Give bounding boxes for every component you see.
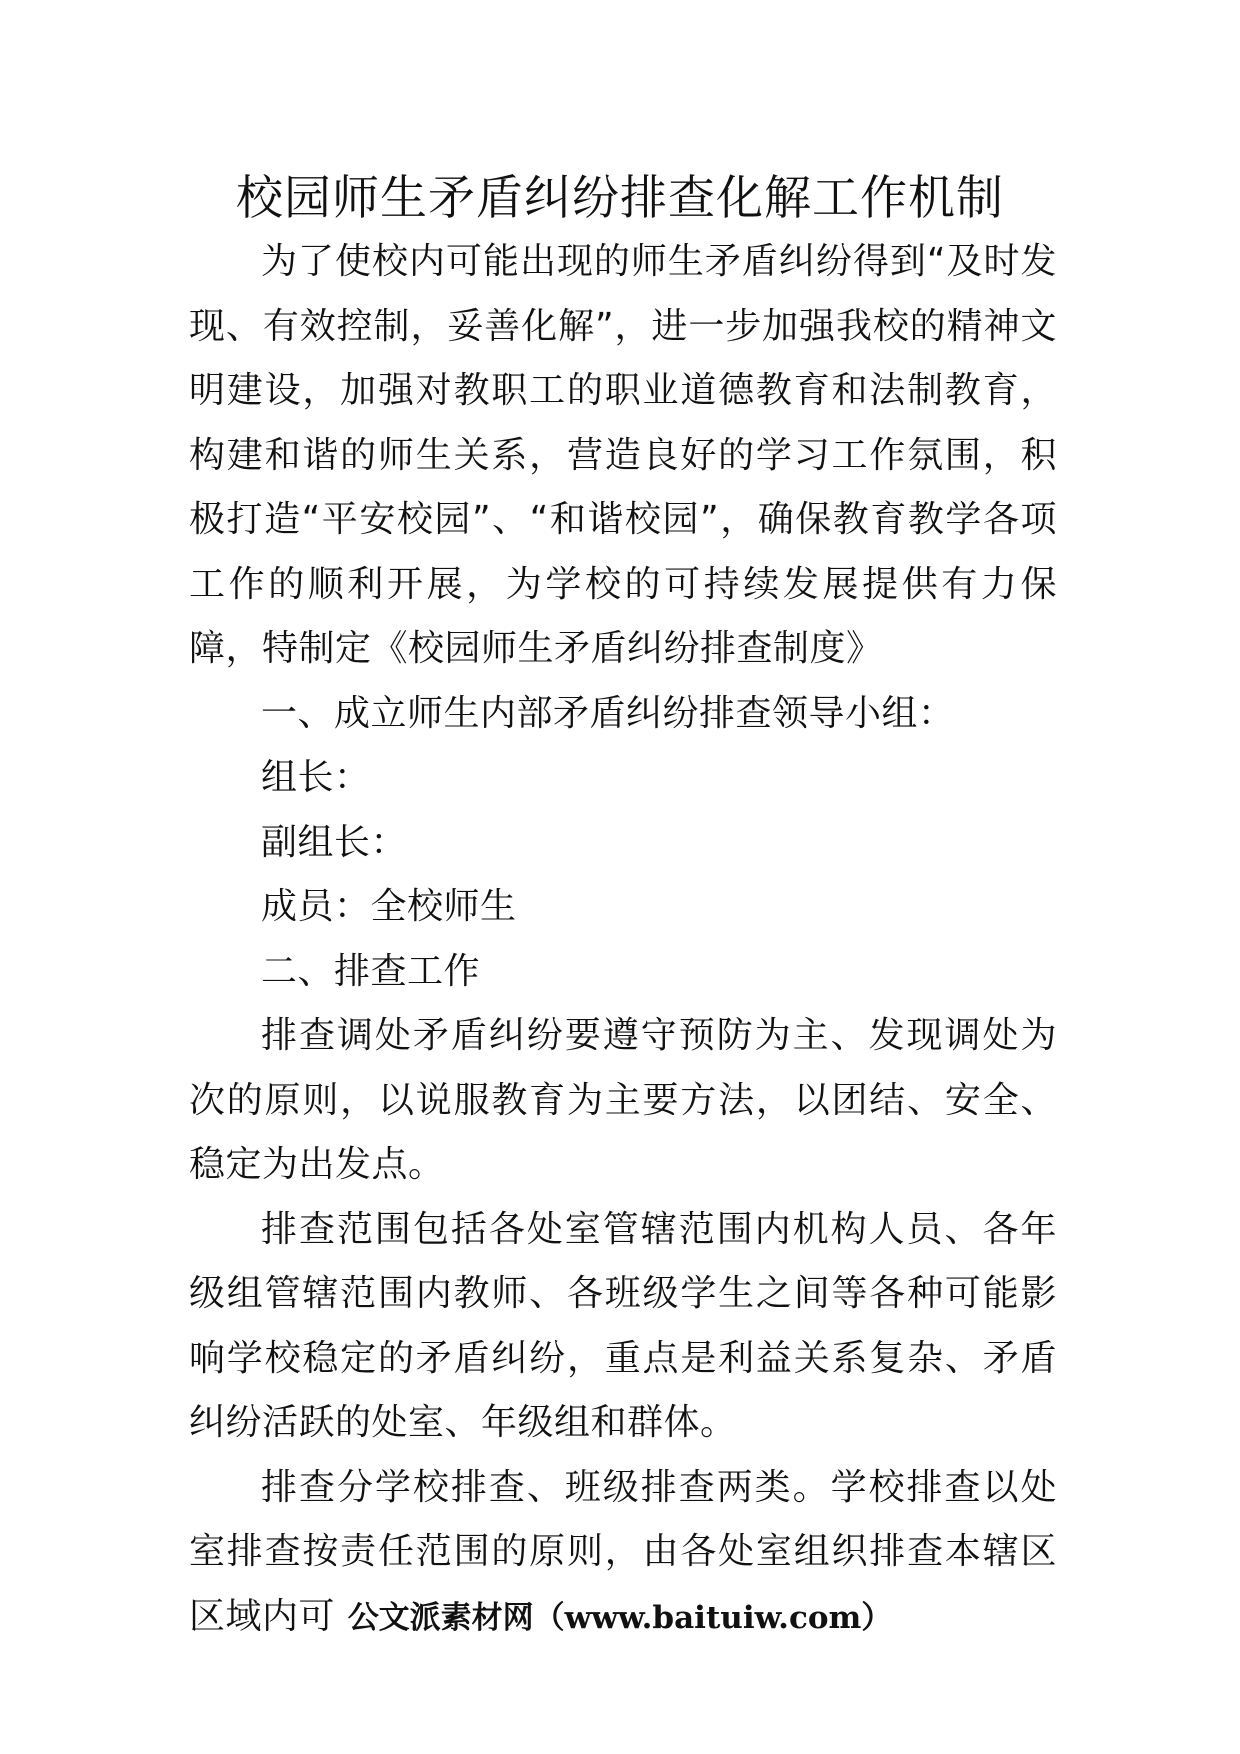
section-heading-leadership-group: 一、成立师生内部矛盾纠纷排查领导小组： bbox=[261, 692, 955, 734]
document-title: 校园师生矛盾纠纷排查化解工作机制 bbox=[236, 171, 1004, 226]
deputy-leader-line: 副组长： bbox=[261, 821, 408, 863]
footer-watermark: 公文派素材网（www.baituiw.com） bbox=[347, 1600, 893, 1636]
intro-paragraph: 为了使校内可能出现的师生矛盾纠纷得到“及时发现、有效控制，妥善化解”，进一步加强我校的精神文明建设，加强对教职工的职业道德教育和法制教育，构建和谐的师生关系，营造良好的学习工作氛围，积极打造“平安校园”、“和谐校园”，确保教育教学各项工作的顺利开展，为学校的可持续发展提供有力保障，特制定《校园师生矛盾纠纷排查制度》 bbox=[189, 241, 1057, 669]
members-line: 成员：全校师生 bbox=[261, 886, 517, 927]
scope-paragraph: 排查范围包括各处室管辖范围内机构人员、各年级组管辖范围内教师、各班级学生之间等各种可能影响学校稳定的矛盾纠纷，重点是利益关系复杂、矛盾纠纷活跃的处室、年级组和群体。 bbox=[189, 1208, 1057, 1443]
group-leader-line: 组长： bbox=[261, 757, 371, 798]
principle-paragraph: 排查调处矛盾纠纷要遵守预防为主、发现调处为次的原则，以说服教育为主要方法，以团结、安全、稳定为出发点。 bbox=[189, 1015, 1057, 1185]
section-heading-investigation: 二、排查工作 bbox=[261, 950, 481, 992]
categories-paragraph: 排查分学校排查、班级排查两类。学校排查以处室排查按责任范围的原则，由各处室组织排查本辖区区域内可 bbox=[189, 1466, 1057, 1637]
document-body bbox=[189, 230, 1057, 1649]
